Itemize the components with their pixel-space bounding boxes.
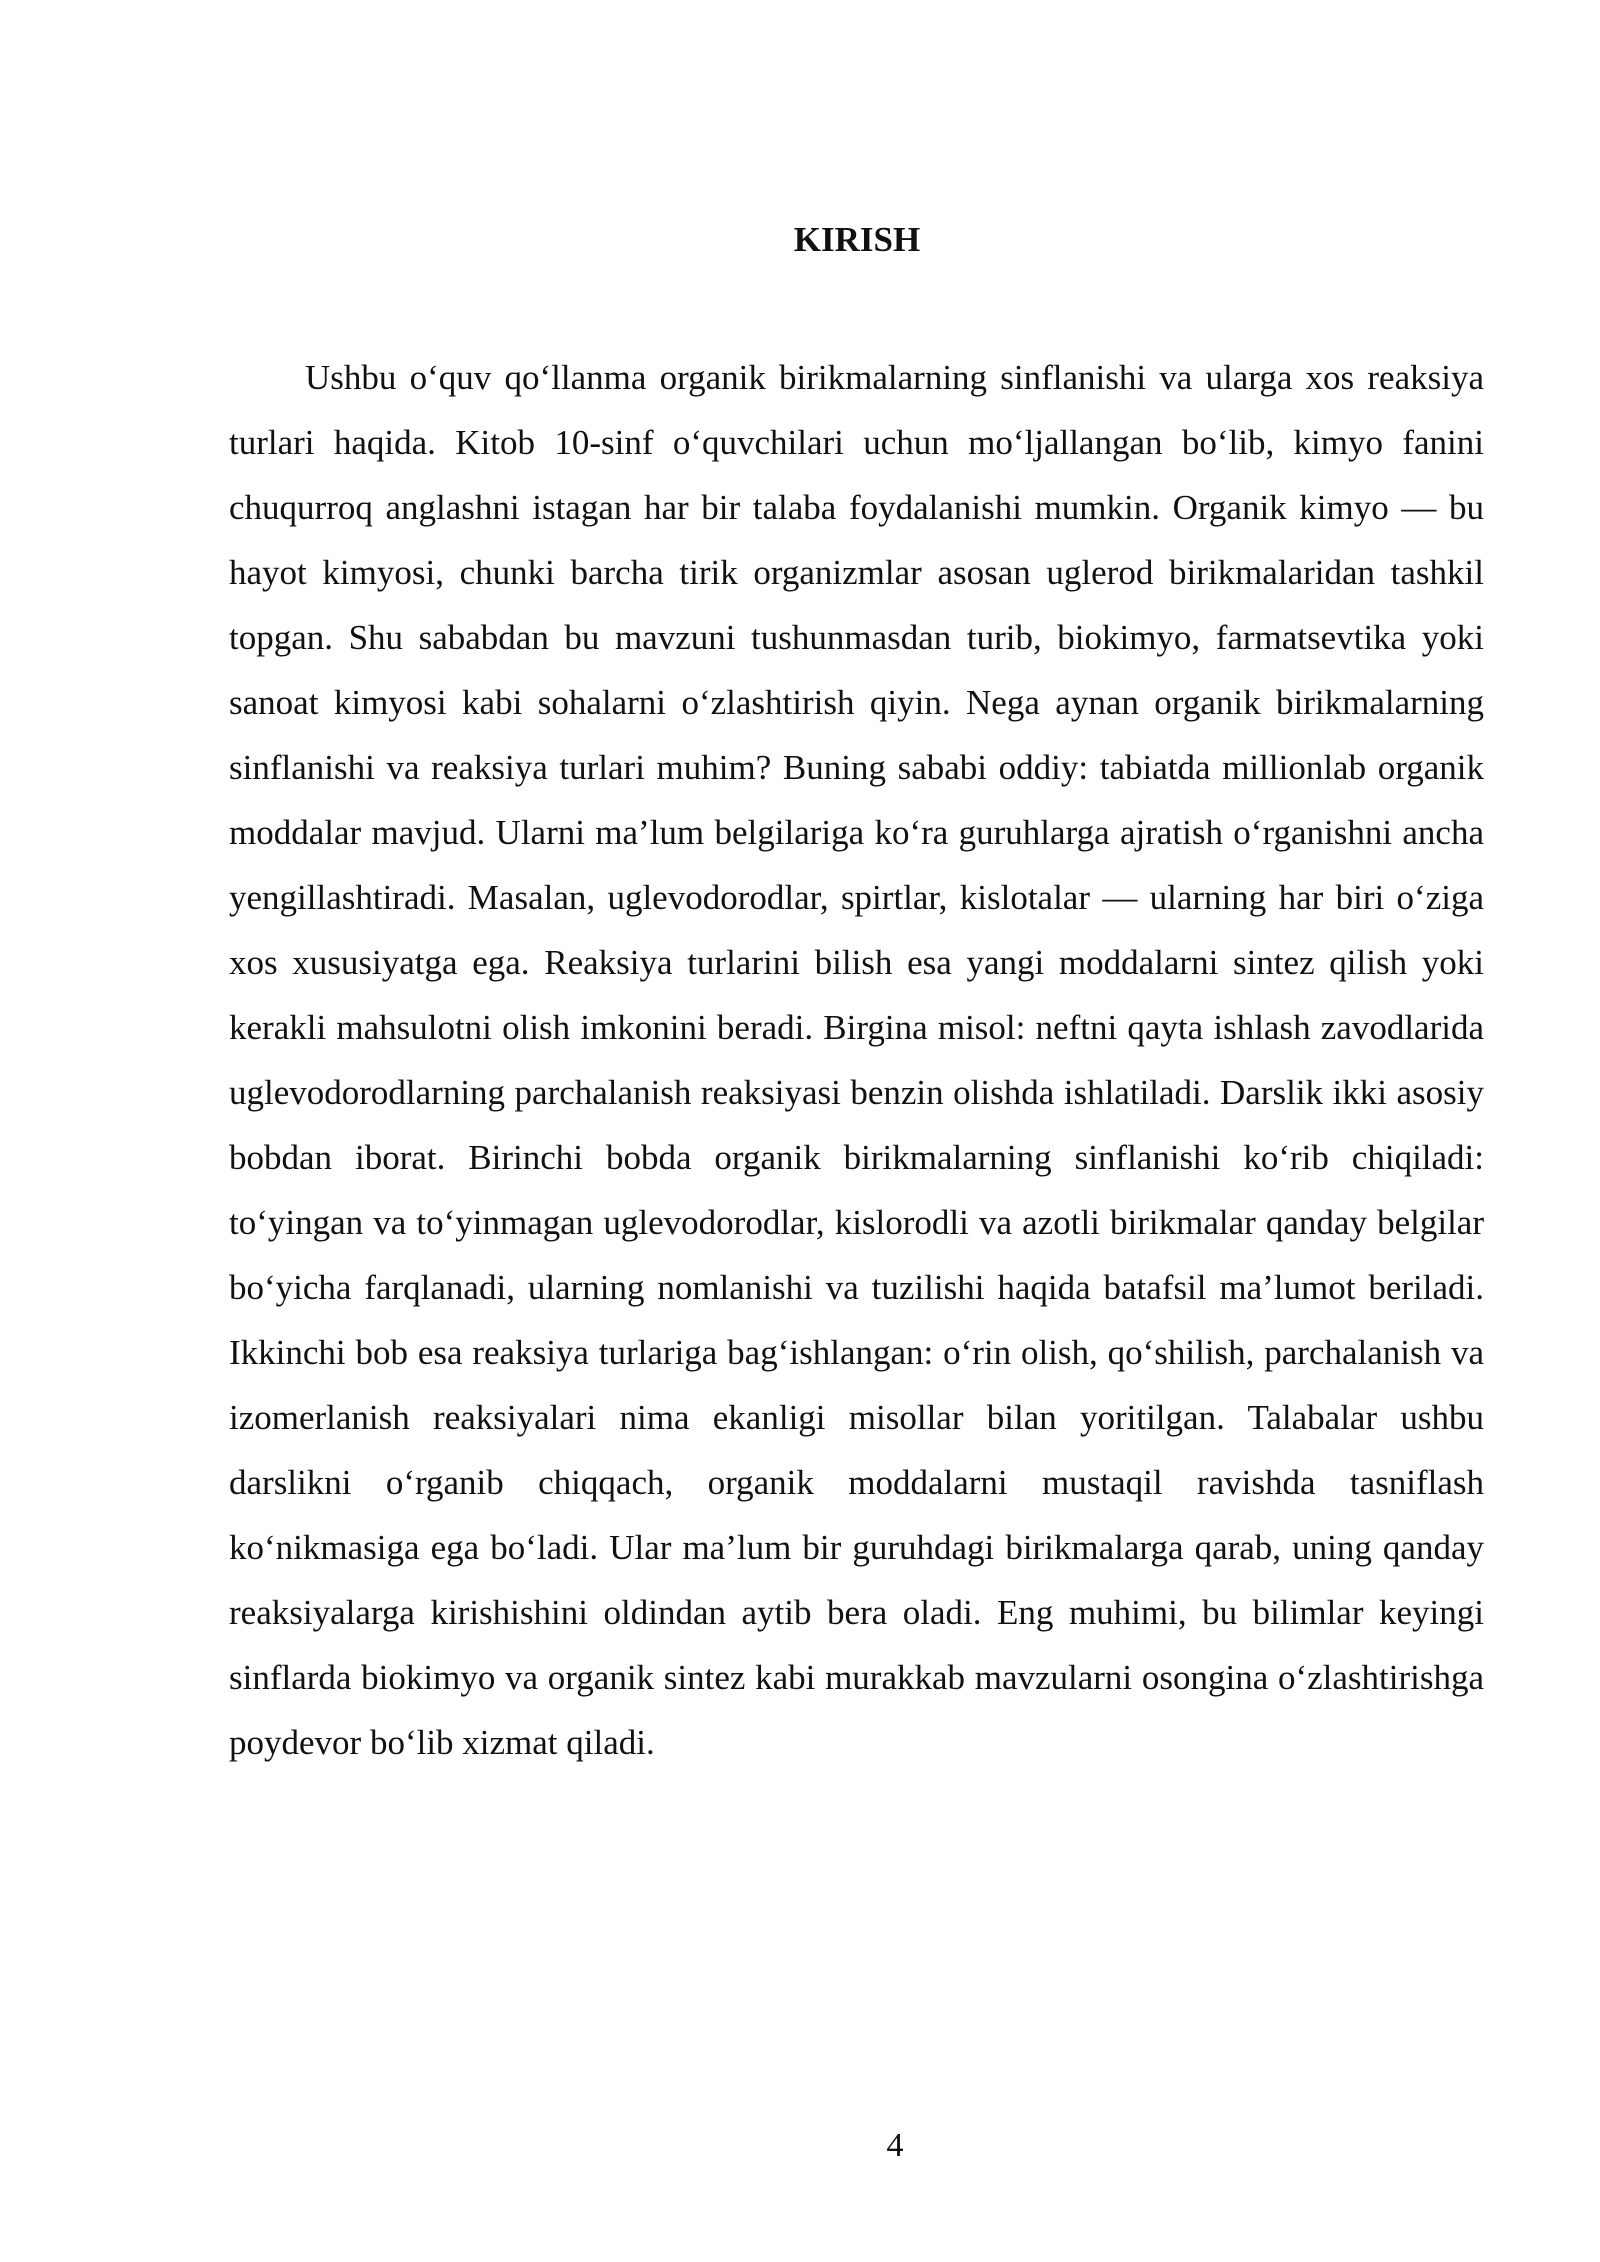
page-title: KIRISH <box>793 220 921 259</box>
page-number: 4 <box>886 2127 904 2164</box>
body-paragraph: Ushbu o‘quv qo‘llanma organik birikmalarning sinflanishi va ularga xos reaksiya turlari haqida. Kitob 10-sinf o‘quvchilari uchun mo‘ljallangan bo‘lib, kimyo fanini chuqurroq anglashni istagan har bir talaba foydalanishi mumkin. Organik kimyo — bu hayot kimyosi, chunki barcha tirik organizmlar asosan uglerod birikmalaridan tashkil topgan. Shu sababdan bu mavzuni tushunmasdan turib, biokimyo, farmatsevtika yoki sanoat kimyosi kabi sohalarni o‘zlashtirish qiyin. Nega aynan organik birikmalarning sinflanishi va reaksiya turlari muhim? Buning sababi oddiy: tabiatda millionlab organik moddalar mavjud. Ularni ma’lum belgilariga ko‘ra guruhlarga ajratish o‘rganishni ancha yengillashtiradi. Masalan, uglevodorodlar, spirtlar, kislotalar — ularning har biri o‘ziga xos xususiyatga ega. Reaksiya turlarini bilish esa yangi moddalarni sintez qilish yoki kerakli mahsulotni olish imkonini beradi. Birgina misol: neftni qayta ishlash zavodlarida uglevodorodlarning parchalanish reaksiyasi benzin olishda ishlatiladi. Darslik ikki asosiy bobdan iborat. Birinchi bobda organik birikmalarning sinflanishi ko‘rib chiqiladi: to‘yingan va to‘yinmagan uglevodorodlar, kislorodli va azotli birikmalar qanday belgilar bo‘yicha farqlanadi, ularning nomlanishi va tuzilishi haqida batafsil ma’lumot beriladi. Ikkinchi bob esa reaksiya turlariga bag‘ishlangan: o‘rin olish, qo‘shilish, parchalanish va izomerlanish reaksiyalari nima ekanligi misollar bilan yoritilgan. Talabalar ushbu darslikni o‘rganib chiqqach, organik moddalarni mustaqil ravishda tasniflash ko‘nikmasiga ega bo‘ladi. Ular ma’lum bir guruhdagi birikmalarga qarab, uning qanday reaksiyalarga kirishishini oldindan aytib bera oladi. Eng muhimi, bu bilimlar keyingi sinflarda biokimyo va organik sintez kabi murakkab mavzularni osongina o‘zlashtirishga poydevor bo‘lib xizmat qiladi. <box>229 358 1484 1762</box>
